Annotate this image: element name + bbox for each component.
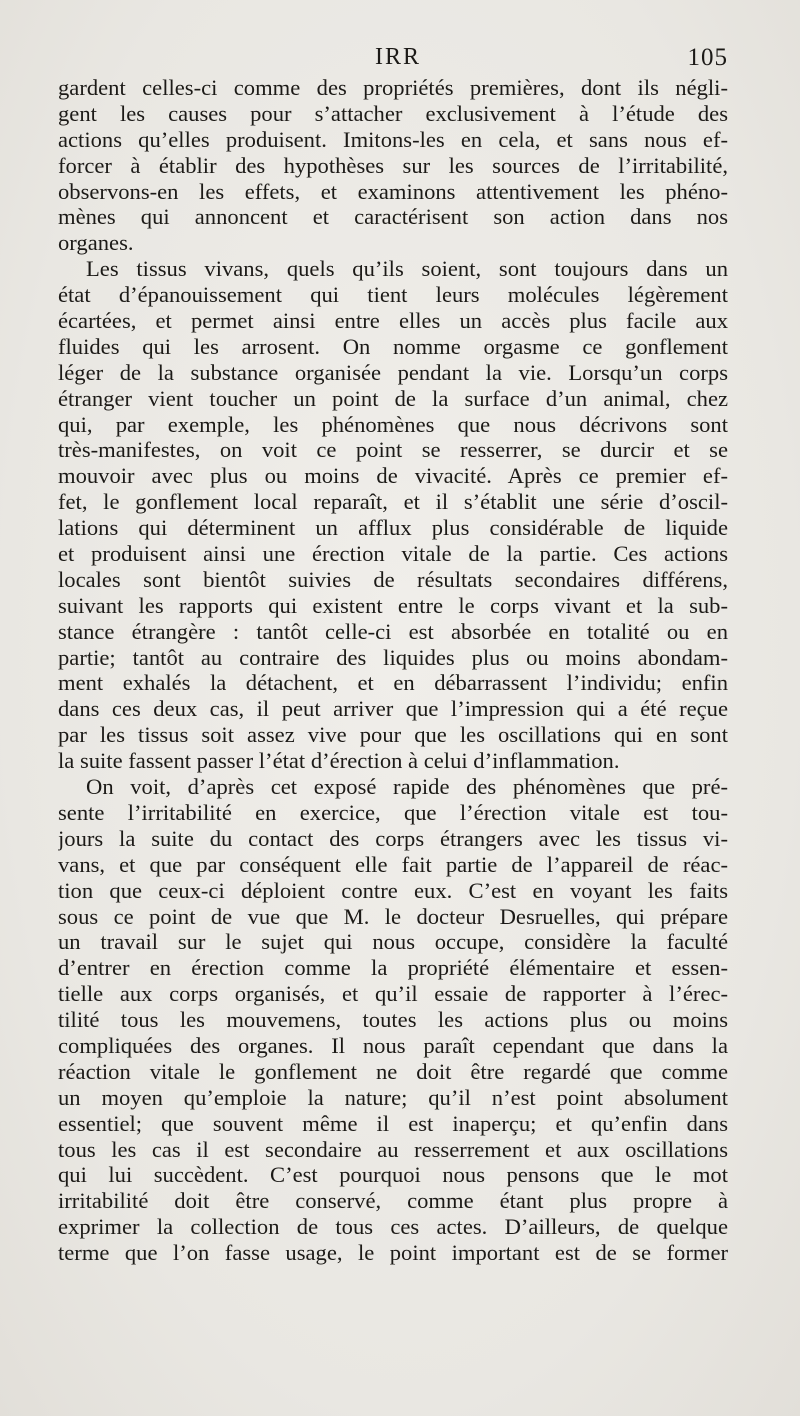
text-line: jours la suite du contact des corps étrangers avec les tissus vi- [58, 825, 728, 851]
body-text [58, 75, 728, 1266]
text-line: gardent celles-ci comme des propriétés premières, dont ils négli- [58, 75, 728, 100]
text-line: lations qui déterminent un afflux plus considérable de liquide [58, 515, 728, 541]
text-line: tion que ceux-ci déploient contre eux. C’est en voyant les faits [58, 877, 728, 903]
text-line: locales sont bientôt suivies de résultats secondaires différens, [58, 566, 728, 592]
text-line: ment exhalés la détachent, et en débarrassent l’individu; enfin [58, 670, 728, 696]
text-line: par les tissus soit assez vive pour que les oscillations qui en sont [58, 722, 728, 748]
text-line: mouvoir avec plus ou moins de vivacité. Après ce premier ef- [58, 463, 728, 489]
text-line: gent les causes pour s’attacher exclusivement à l’étude des [58, 100, 728, 126]
text-line: sous ce point de vue que M. le docteur Desruelles, qui prépare [58, 903, 728, 929]
text-line: forcer à établir des hypothèses sur les sources de l’irritabilité, [58, 152, 728, 178]
page-number: 105 [687, 44, 728, 71]
text-line: très-manifestes, on voit ce point se resserrer, se durcir et se [58, 437, 728, 463]
text-line: fet, le gonflement local reparaît, et il s’établit une série d’oscil- [58, 489, 728, 515]
text-line: la suite fassent passer l’état d’érection à celui d’inflammation. [58, 748, 620, 774]
text-line: On voit, d’après cet exposé rapide des phénomènes que pré- [86, 774, 728, 800]
text-line: terme que l’on fasse usage, le point important est de se former [58, 1240, 728, 1266]
text-line: qui, par exemple, les phénomènes que nous décrivons sont [58, 411, 728, 437]
text-line: état d’épanouissement qui tient leurs molécules légèrement [58, 282, 728, 308]
text-line: observons-en les effets, et examinons attentivement les phéno- [58, 178, 728, 204]
text-line: compliquées des organes. Il nous paraît cependant que dans la [58, 1032, 728, 1058]
text-line: étranger vient toucher un point de la surface d’un animal, chez [58, 385, 728, 411]
text-line: et produisent ainsi une érection vitale de la partie. Ces actions [58, 541, 728, 567]
text-line: réaction vitale le gonflement ne doit être regardé que comme [58, 1058, 728, 1084]
text-line: dans ces deux cas, il peut arriver que l’impression qui a été reçue [58, 696, 728, 722]
text-line: fluides qui les arrosent. On nomme orgasme ce gonflement [58, 333, 728, 359]
running-head: IRR [374, 44, 421, 70]
text-line: Les tissus vivans, quels qu’ils soient, sont toujours dans un [86, 256, 728, 282]
text-line: mènes qui annoncent et caractérisent son action dans nos [58, 204, 728, 230]
text-line: tous les cas il est secondaire au resserrement et aux oscillations [58, 1136, 728, 1162]
text-line: un travail sur le sujet qui nous occupe, considère la faculté [58, 929, 728, 955]
text-line: essentiel; que souvent même il est inaperçu; et qu’enfin dans [58, 1110, 728, 1136]
text-line: tielle aux corps organisés, et qu’il essaie de rapporter à l’érec- [58, 981, 728, 1007]
text-line: partie; tantôt au contraire des liquides plus ou moins abondam- [58, 644, 728, 670]
text-line: suivant les rapports qui existent entre le corps vivant et la sub- [58, 592, 728, 618]
text-line: stance étrangère : tantôt celle-ci est absorbée en totalité ou en [58, 618, 728, 644]
text-line: léger de la substance organisée pendant la vie. Lorsqu’un corps [58, 359, 728, 385]
text-line: écartées, et permet ainsi entre elles un accès plus facile aux [58, 308, 728, 334]
text-line: un moyen qu’emploie la nature; qu’il n’est point absolument [58, 1084, 728, 1110]
text-line: organes. [58, 230, 134, 256]
text-line: actions qu’elles produisent. Imitons-les en cela, et sans nous ef- [58, 126, 728, 152]
text-line: tilité tous les mouvemens, toutes les actions plus ou moins [58, 1007, 728, 1033]
text-line: sente l’irritabilité en exercice, que l’érection vitale est tou- [58, 799, 728, 825]
text-line: irritabilité doit être conservé, comme étant plus propre à [58, 1188, 728, 1214]
text-line: d’entrer en érection comme la propriété élémentaire et essen- [58, 955, 728, 981]
text-line: qui lui succèdent. C’est pourquoi nous pensons que le mot [58, 1162, 728, 1188]
text-line: vans, et que par conséquent elle fait partie de l’appareil de réac- [58, 851, 728, 877]
text-line: exprimer la collection de tous ces actes. D’ailleurs, de quelque [58, 1214, 728, 1240]
